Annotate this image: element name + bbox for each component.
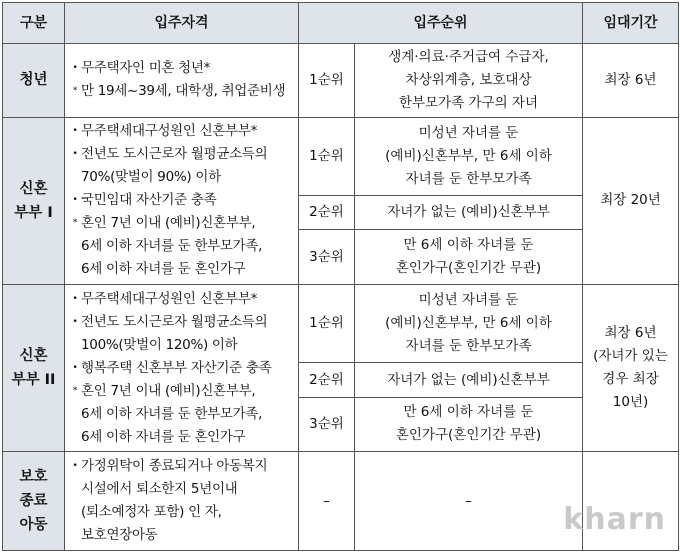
header-qualification: 입주자격: [65, 3, 299, 44]
housing-eligibility-table: [2, 2, 679, 551]
rank-newlywed2-3: 3순위: [299, 397, 355, 451]
category-protected: 보호 종료 아동: [3, 452, 65, 551]
period-youth: 최장 6년: [583, 44, 679, 118]
qualification-line: • 가정위탁이 종료되거나 아동복지: [72, 458, 268, 475]
rank-youth-1: 1순위: [299, 44, 355, 118]
header-category: 구분: [3, 3, 65, 44]
qualification-line: • 행복주택 신혼부부 자산기준 충족: [72, 359, 272, 376]
order-youth-1: 생계·의료·주거급여 수급자, 차상위계층, 보호대상 한부모가족 가구의 자녀: [355, 44, 583, 118]
qualification-line: • 전년도 도시근로자 월평균소득의: [72, 313, 268, 330]
qualification-line: 6세 이하 자녀를 둔 한부모가족,: [81, 405, 263, 422]
qualification-protected: [65, 452, 299, 551]
order-newlywed1-1: 미성년 자녀를 둔 (예비)신혼부부, 만 6세 이하 자녀를 둔 한부모가족: [355, 117, 583, 196]
qualification-line: 6세 이하 자녀를 둔 혼인가구: [81, 261, 246, 278]
qualification-line: • 무주택세대구성원인 신혼부부*: [72, 123, 258, 140]
qualification-newlywed1: [65, 117, 299, 284]
table-row-newlywed2: [3, 284, 679, 363]
qualification-line: * 혼인 7년 이내 (예비)신혼부부,: [72, 215, 256, 232]
qualification-line: • 무주택세대구성원인 신혼부부*: [72, 290, 258, 307]
category-youth: 청년: [3, 44, 65, 118]
rank-protected: –: [299, 452, 355, 551]
qualification-newlywed2: [65, 284, 299, 451]
qualification-youth: [65, 44, 299, 118]
table-row-youth: [3, 44, 679, 118]
rank-newlywed1-1: 1순위: [299, 117, 355, 196]
qualification-line: * 혼인 7년 이내 (예비)신혼부부,: [72, 382, 256, 399]
qualification-line: 시설에서 퇴소한지 5년이내: [81, 481, 238, 498]
category-newlywed2: 신혼 부부 II: [3, 284, 65, 451]
qualification-line: • 전년도 도시근로자 월평균소득의: [72, 146, 268, 163]
order-newlywed1-3: 만 6세 이하 자녀를 둔 혼인가구(혼인기간 무관): [355, 230, 583, 284]
header-period: 임대기간: [583, 3, 679, 44]
qualification-line: 100%(맞벌이 120%) 이하: [81, 336, 238, 353]
order-protected: –: [355, 452, 583, 551]
watermark-logo: kharn: [563, 502, 666, 537]
order-newlywed2-2: 자녀가 없는 (예비)신혼부부: [355, 363, 583, 397]
header-priority: 입주순위: [299, 3, 583, 44]
qualification-line: * 만 19세~39세, 대학생, 취업준비생: [72, 83, 286, 100]
qualification-line: 6세 이하 자녀를 둔 한부모가족,: [81, 238, 263, 255]
order-newlywed1-2: 자녀가 없는 (예비)신혼부부: [355, 196, 583, 230]
qualification-line: (퇴소예정자 포함) 인 자,: [81, 504, 222, 521]
rank-newlywed1-3: 3순위: [299, 230, 355, 284]
qualification-line: 6세 이하 자녀를 둔 혼인가구: [81, 428, 246, 445]
rank-newlywed2-1: 1순위: [299, 284, 355, 363]
rank-newlywed1-2: 2순위: [299, 196, 355, 230]
header-row: [3, 3, 679, 44]
category-newlywed1: 신혼 부부 I: [3, 117, 65, 284]
qualification-line: 70%(맞벌이 90%) 이하: [81, 169, 221, 186]
qualification-line: • 국민임대 자산기준 충족: [72, 192, 217, 209]
order-newlywed2-3: 만 6세 이하 자녀를 둔 혼인가구(혼인기간 무관): [355, 397, 583, 451]
order-newlywed2-1: 미성년 자녀를 둔 (예비)신혼부부, 만 6세 이하 자녀를 둔 한부모가족: [355, 284, 583, 363]
rank-newlywed2-2: 2순위: [299, 363, 355, 397]
period-newlywed2: 최장 6년 (자녀가 있는 경우 최장 10년): [583, 284, 679, 451]
qualification-line: 보호연장아동: [81, 527, 158, 544]
qualification-line: • 무주택자인 미혼 청년*: [72, 60, 211, 77]
period-newlywed1: 최장 20년: [583, 117, 679, 284]
table-row-newlywed1: [3, 117, 679, 196]
